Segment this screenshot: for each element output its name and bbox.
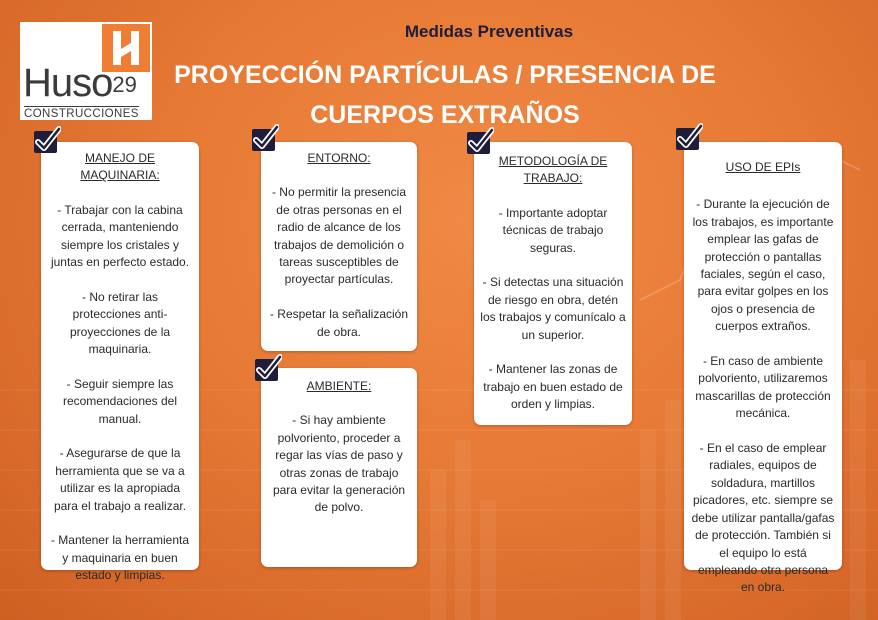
list-item: - Si hay ambiente polvoriento, proceder a regar las vías de paso y otras zonas de trabajo para evitar la generación de polvo. [272, 413, 406, 515]
card-heading: USO DE EPIs [725, 160, 801, 174]
list-item: - Seguir siempre las recomendaciones del manual. [62, 376, 178, 426]
card-uso-epis [684, 142, 842, 595]
list-item: - Mantener la herramienta y maquinaria en buen estado y limpias. [50, 533, 190, 583]
card-metodologia-trabajo [474, 142, 632, 425]
list-item: - Durante la ejecución de los trabajos, es importante emplear las gafas de protección o pantallas faciales, según el caso, para evitar golpes en los ojos o presencia de cuerpos extraños. [692, 197, 834, 334]
checkmark-icon [673, 123, 703, 153]
list-item: - Asegurarse de que la herramienta que se va a utilizar es la apropiada para el trabajo a realizar. [53, 446, 187, 513]
card-manejo-maquinaria [41, 142, 199, 583]
card-heading: ENTORNO: [307, 151, 371, 165]
subtitle: Medidas Preventivas [404, 22, 574, 41]
list-item: - Si detectas una situación de riesgo en obra, detén los trabajos y comunícalo a un superior. [480, 275, 626, 342]
list-item: - Respetar la señalización de obra. [269, 307, 409, 339]
card-entorno [261, 142, 417, 351]
list-item: - Trabajar con la cabina cerrada, manteniendo siempre los cristales y juntas en perfecto estado. [50, 202, 190, 270]
card-heading: METODOLOGÍA DE TRABAJO: [498, 154, 608, 186]
list-item: - Mantener las zonas de trabajo en buen estado de orden y limpias. [483, 362, 623, 412]
list-item: - En caso de ambiente polvoriento, utilizaremos mascarillas de protección mecánica. [695, 354, 831, 421]
checkmark-icon [252, 354, 282, 384]
logo-wordmark: Huso29 [23, 61, 137, 105]
list-item: - En el caso de emplear radiales, equipos de soldadura, martillos picadores, etc. siempre se debe utilizar pantalla/gafas de protección. También si el equipo lo está empleando otra persona en obra. [691, 441, 835, 595]
checkmark-icon [31, 126, 61, 156]
card-heading: MANEJO DE MAQUINARIA: [80, 151, 160, 183]
title-line-1: PROYECCIÓN PARTÍCULAS / PRESENCIA DE [174, 61, 716, 89]
list-item: - No retirar las protecciones anti-proyecciones de la maquinaria. [69, 289, 171, 357]
list-item: - Importante adoptar técnicas de trabajo seguras. [498, 205, 608, 255]
card-ambiente [261, 368, 417, 567]
title-line-2: CUERPOS EXTRAÑOS [310, 101, 580, 129]
checkmark-icon [464, 127, 494, 157]
card-heading: AMBIENTE: [306, 379, 372, 393]
checkmark-icon [249, 124, 279, 154]
page-title [150, 55, 740, 135]
list-item: - No permitir la presencia de otras personas en el radio de alcance de los trabajos de demolición o tareas susceptibles de proyectar partículas. [271, 185, 407, 287]
logo-tagline: CONSTRUCCIONES [24, 108, 139, 120]
